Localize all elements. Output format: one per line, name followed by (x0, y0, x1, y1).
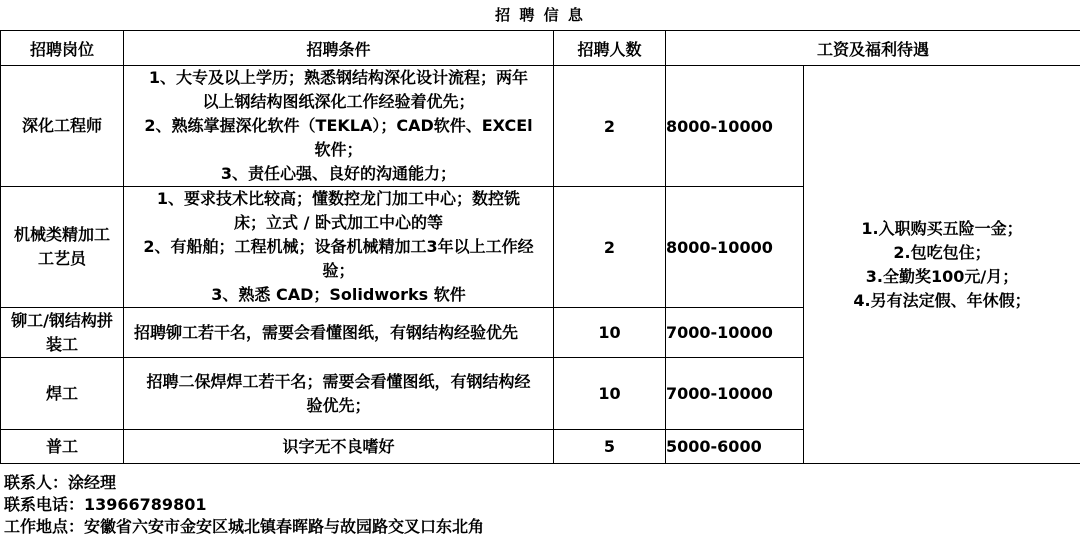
salary-cell: 7000-10000 (666, 308, 804, 358)
salary-cell: 8000-10000 (666, 66, 804, 187)
position-text: 焊工 (45, 383, 78, 403)
conditions-cell (124, 66, 554, 187)
position-text: 普工 (45, 436, 78, 456)
condition-line: 验； (322, 261, 355, 280)
condition-line: 招聘铆工若干名，需要会看懂图纸，有钢结构经验优先 (134, 322, 519, 342)
position-text: 装工 (45, 334, 78, 354)
benefit-item: 4.另有法定假、年休假； (853, 290, 1031, 310)
header-count: 招聘人数 (554, 31, 666, 66)
condition-line: 3、熟悉 CAD；Solidworks 软件 (211, 285, 466, 304)
contact-info (4, 472, 484, 538)
salary-cell: 5000-6000 (666, 430, 804, 464)
contact-phone: 联系电话：13966789801 (4, 495, 207, 514)
position-cell (1, 358, 124, 430)
condition-line: 验优先； (306, 395, 371, 415)
position-text: 铆工/钢结构拼 (11, 310, 113, 330)
work-address: 工作地点：安徽省六安市金安区城北镇春晖路与故园路交叉口东北角 (4, 517, 485, 536)
condition-line: 2、有船舶；工程机械；设备机械精加工3年以上工作经 (143, 237, 534, 256)
conditions-cell (124, 308, 554, 358)
benefit-item: 2.包吃包住； (893, 242, 991, 262)
header-salary: 工资及福利待遇 (666, 31, 1080, 66)
position-text: 深化工程师 (21, 116, 102, 135)
position-text: 机械类精加工 (13, 225, 110, 244)
page-title: 招 聘 信 息 (495, 6, 585, 24)
position-cell (1, 187, 124, 308)
count-cell: 10 (554, 308, 666, 358)
table-row (1, 66, 1080, 187)
condition-line: 1、要求技术比较高；懂数控龙门加工中心；数控铣 (156, 189, 521, 208)
position-text: 工艺员 (37, 249, 86, 268)
table-header-row (1, 31, 1080, 66)
position-cell (1, 66, 124, 187)
conditions-cell (124, 358, 554, 430)
condition-line: 以上钢结构图纸深化工作经验着优先； (202, 92, 475, 111)
count-cell: 2 (554, 187, 666, 308)
benefits-cell (804, 66, 1080, 464)
conditions-cell (124, 187, 554, 308)
count-cell: 5 (554, 430, 666, 464)
position-cell (1, 308, 124, 358)
salary-cell: 7000-10000 (666, 358, 804, 430)
salary-cell: 8000-10000 (666, 187, 804, 308)
condition-line: 床；立式 / 卧式加工中心的等 (234, 213, 443, 232)
condition-line: 1、大专及以上学历；熟悉钢结构深化设计流程；两年 (148, 68, 529, 87)
benefit-item: 3.全勤奖100元/月； (865, 266, 1019, 286)
condition-line: 软件； (314, 140, 363, 159)
recruitment-table (0, 30, 1080, 464)
condition-line: 3、责任心强、良好的沟通能力； (220, 164, 457, 183)
count-cell: 2 (554, 66, 666, 187)
header-conditions: 招聘条件 (124, 31, 554, 66)
condition-line: 识字无不良嗜好 (282, 436, 395, 456)
count-cell: 10 (554, 358, 666, 430)
condition-line: 2、熟练掌握深化软件（TEKLA）；CAD软件、EXCEl (144, 116, 533, 135)
benefit-item: 1.入职购买五险一金； (861, 218, 1023, 238)
condition-line: 招聘二保焊焊工若干名；需要会看懂图纸，有钢结构经 (146, 371, 531, 391)
position-cell (1, 430, 124, 464)
contact-person: 联系人：涂经理 (4, 473, 117, 492)
header-position: 招聘岗位 (1, 31, 124, 66)
conditions-cell (124, 430, 554, 464)
